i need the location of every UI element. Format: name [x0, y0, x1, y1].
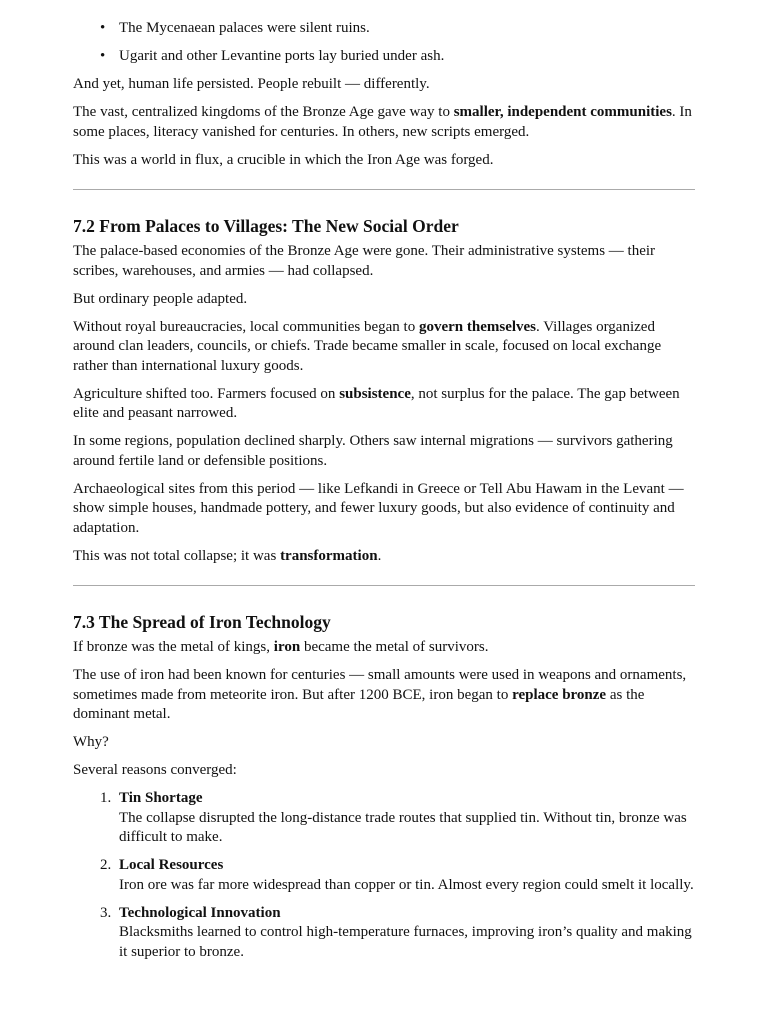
paragraph: But ordinary people adapted. [73, 290, 248, 307]
paragraph [73, 666, 695, 725]
reason-description: Iron ore was far more widespread than copper or tin. Almost every region could smelt it locally. [119, 876, 694, 893]
paragraph [73, 547, 695, 567]
text: as the dominant metal. [73, 686, 645, 722]
text: The vast, centralized kingdoms of the Bronze Age gave way to [73, 104, 454, 120]
bold-text: subsistence [339, 385, 411, 402]
paragraph: Several reasons converged: [73, 762, 237, 778]
section-divider [73, 189, 695, 190]
bold-text: replace bronze [512, 686, 607, 703]
text: . In some places, literacy vanished for centuries. In others, new scripts emerged. [73, 104, 692, 140]
text: became the metal of survivors. [300, 639, 489, 655]
paragraph [73, 318, 695, 377]
list-number: 3. [100, 904, 112, 921]
text: Without royal bureaucracies, local communities began to [73, 318, 419, 335]
section-heading: 7.3 The Spread of Iron Technology [73, 612, 331, 632]
section-heading: 7.2 From Palaces to Villages: The New Social Order [73, 216, 459, 236]
text: . Villages organized around clan leaders, councils, or chiefs. Trade became smaller in scale, focused on local exchange rather than international luxury goods. [73, 318, 662, 374]
text: The use of iron had been known for centuries — small amounts were used in weapons and ornaments, sometimes made from meteorite iron. But after 1200 BCE, iron began to [73, 667, 687, 703]
bullet-item: • The Mycenaean palaces were silent ruins. [119, 19, 695, 39]
reason-title: Local Resources [119, 857, 224, 873]
bold-text: smaller, independent communities [453, 104, 672, 120]
reason-description: The collapse disrupted the long-distance trade routes that supplied tin. Without tin, bronze was difficult to make. [119, 809, 687, 845]
paragraph [73, 638, 695, 658]
paragraph: This was a world in flux, a crucible in which the Iron Age was forged. [73, 151, 494, 168]
bullet-item: • Ugarit and other Levantine ports lay buried under ash. [119, 47, 695, 67]
text: , not surplus for the palace. The gap between elite and peasant narrowed. [73, 385, 680, 421]
reason-title: Tin Shortage [119, 790, 203, 806]
paragraph: Why? [73, 734, 109, 750]
text: This was not total collapse; it was [73, 547, 281, 564]
reason-title: Technological Innovation [119, 904, 281, 921]
section-divider [73, 585, 695, 586]
bold-text: transformation [280, 547, 378, 564]
reason-description: Blacksmiths learned to control high-temperature furnaces, improving iron’s quality and making it superior to bronze. [119, 924, 692, 960]
paragraph: In some regions, population declined sharply. Others saw internal migrations — survivors gathering around fertile land or defensible positions. [73, 433, 673, 469]
reason-item [100, 789, 695, 848]
reasons-list [73, 789, 695, 962]
paragraph [73, 385, 695, 424]
paragraph: Archaeological sites from this period — like Lefkandi in Greece or Tell Abu Hawam in the Levant — show simple houses, handmade pottery, and fewer luxury goods, but also evidence of continuity and adaptation. [73, 480, 684, 536]
bold-text: govern themselves [418, 318, 537, 335]
text: If bronze was the metal of kings, [73, 639, 274, 655]
text: . [377, 547, 382, 564]
paragraph: And yet, human life persisted. People rebuilt — differently. [73, 76, 430, 92]
reason-item [100, 856, 695, 895]
reason-item [100, 904, 695, 963]
list-number: 2. [100, 857, 112, 873]
text: Agriculture shifted too. Farmers focused on [73, 385, 340, 402]
paragraph: The palace-based economies of the Bronze Age were gone. Their administrative systems — their scribes, warehouses, and armies — had collapsed. [73, 243, 656, 279]
bold-text: iron [273, 639, 301, 655]
list-number: 1. [100, 790, 112, 806]
collapse-bullet-list [73, 19, 695, 67]
paragraph [73, 103, 695, 142]
